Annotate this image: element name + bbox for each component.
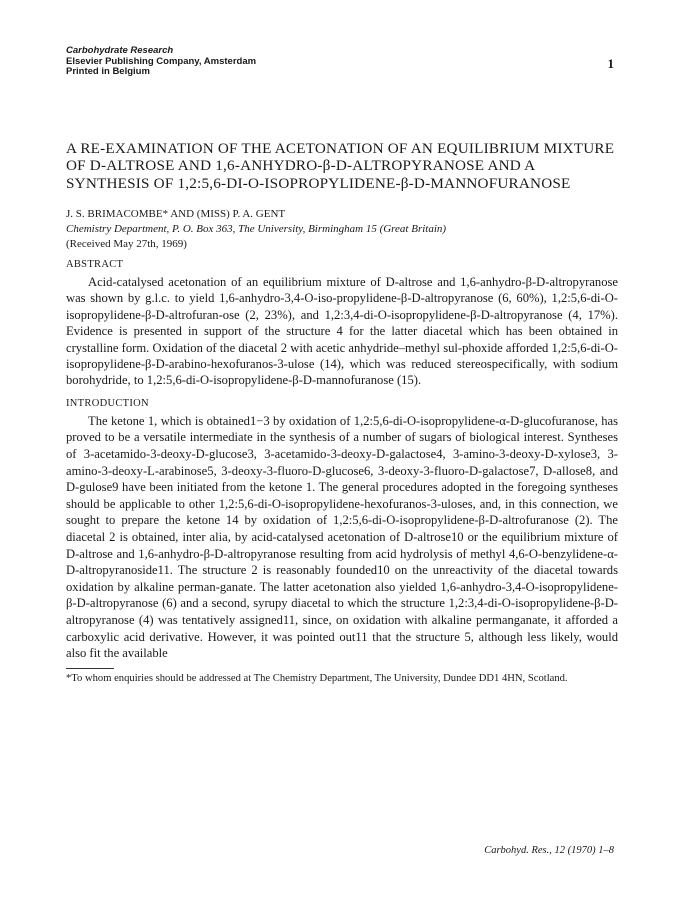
article-title: A RE-EXAMINATION OF THE ACETONATION OF AN EQUILIBRIUM MIXTURE OF D-ALTROSE AND 1,6-ANHYDRO-β-D-ALTROPYRANOSE AND A SYNTHESIS OF 1,2:5,6-DI-O-ISOPROPYLIDENE-β-D-MANNOFURANOSE — [66, 139, 615, 192]
printed-in: Printed in Belgium — [66, 66, 150, 77]
publisher: Elsevier Publishing Company, Amsterdam — [66, 55, 257, 67]
footnote: *To whom enquiries should be addressed at The Chemistry Department, The University, Dundee DD1 4HN, Scotland. — [66, 672, 568, 684]
journal-citation: Carbohyd. Res., 12 (1970) 1–8 — [484, 845, 614, 856]
footnote-rule — [66, 668, 114, 669]
introduction-heading: INTRODUCTION — [66, 397, 149, 409]
abstract-heading: ABSTRACT — [66, 259, 124, 270]
page-number: 1 — [607, 56, 614, 71]
masthead — [66, 46, 618, 78]
received-date: (Received May 27th, 1969) — [66, 238, 187, 250]
authors: J. S. BRIMACOMBE* AND (MISS) P. A. GENT — [66, 208, 286, 220]
affiliation: Chemistry Department, P. O. Box 363, The University, Birmingham 15 (Great Britain) — [66, 223, 447, 235]
introduction-text: The ketone 1, which is obtained1−3 by oxidation of 1,2:5,6-di-O-isopropylidene-α-D-glucofuranose, has proved to be a versatile intermediate in the synthesis of a number of sugars of biological interest. Syntheses of 3-acetamido-3-deoxy-D-glucose3, 3-acetamido-3-deoxy-D-galactose4, 3-amino-3-deoxy-D-xylose3, 3-amino-3-deoxy-L-arabinose5, 3-deoxy-3-fluoro-D-glucose6, 3-deoxy-3-fluoro-D-galactose7, D-allose8, and D-gulose9 have been initiated from the ketone 1. The general procedures adopted in the foregoing syntheses should be applicable to other 1,2:5,6-di-O-isopropylidene-hexofuranos-3-uloses, and, in this connection, we sought to prepare the ketone 14 by oxidation of 1,2:5,6-di-O-isopropylidene-β-D-altrofuranose (2). The diacetal 2 is obtained, inter alia, by acid-catalysed acetonation of D-altrose10 or the equilibrium mixture of D-altrose and 1,6-anhydro-β-D-altropyranose resulting from acid hydrolysis of methyl 4,6-O-benzylidene-α-D-altropyranoside11. The structure 2 is reasonably founded10 on the unreactivity of the diacetal towards oxidation by alkaline perman-ganate. The latter acetonation also yielded 1,6-anhydro-3,4-O-isopropylidene-β-D-altropyranose (6) and a second, syrupy diacetal to which the structure 1,2:3,4-di-O-isopropylidene-β-D-altropyranose (4) was tentatively assigned11, since, on oxidation with alkaline permanganate, it afforded a carboxylic acid derivative. However, it was pointed out11 that the structure 5, although less likely, would also fit the available — [66, 413, 618, 661]
abstract-text: Acid-catalysed acetonation of an equilibrium mixture of D-altrose and 1,6-anhydro-β-D-altropyranose was shown by g.l.c. to yield 1,6-anhydro-3,4-O-iso-propylidene-β-D-altropyranose (6, 60%), 1,2:5,6-di-O-isopropylidene-β-D-altrofuran-ose (2, 23%), and 1,2:3,4-di-O-isopropylidene-β-D-altropyranose (4, 17%). Evidence is presented in support of the structure 4 for the latter diacetal which has been obtained in crystalline form. Oxidation of the diacetal 2 with acetic anhydride–methyl sul-phoxide afforded 1,2:5,6-di-O-isopropylidene-β-D-arabino-hexofuranos-3-ulose (14), which was reduced stereospecifically, with sodium borohydride, to 1,2:5,6-di-O-isopropylidene-β-D-mannofuranose (15). — [66, 275, 618, 388]
journal-name: Carbohydrate Research — [66, 45, 174, 56]
